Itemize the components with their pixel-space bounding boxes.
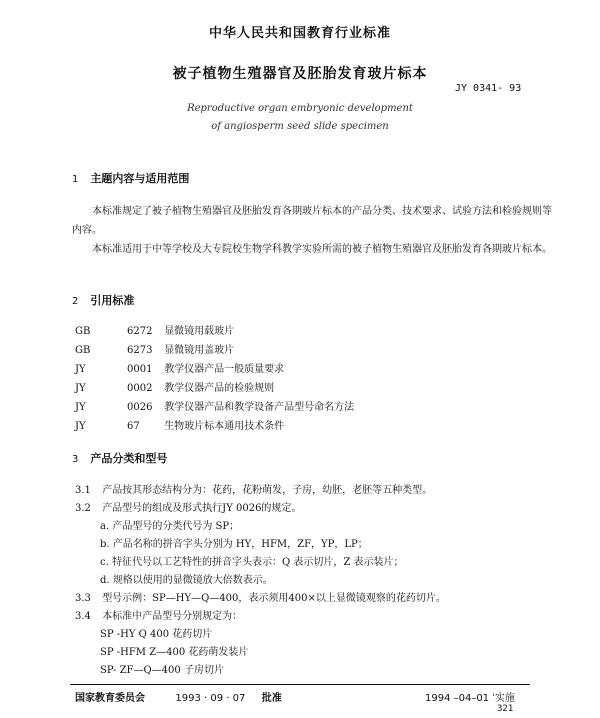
ref-number: 0026 <box>127 402 153 413</box>
english-title-line2: of angiosperm seed slide specimen <box>211 121 389 132</box>
ref-code: JY <box>75 383 86 394</box>
section-number: 1 <box>72 174 79 185</box>
ref-code: GB <box>75 326 91 337</box>
clause-3-4 <box>75 607 242 622</box>
ref-title: 教学仪器产品一般质量要求 <box>164 364 285 375</box>
clause-text: 本标准中产品型号分别规定为： <box>102 611 243 622</box>
clause-3-1 <box>75 481 432 496</box>
model-listing: SP -HY Q 400 花药切片 <box>100 629 213 640</box>
section-number: 3 <box>72 454 79 465</box>
footer-divider <box>70 684 530 685</box>
clause-text: 型号示例：SP—HY—Q—400，表示须用400×以上显微镜观察的花药切片。 <box>102 593 446 604</box>
model-listing: SP -HFM Z—400 花药萌发装片 <box>100 647 249 658</box>
clause-number: 3.4 <box>75 611 91 622</box>
page-number: 321 <box>497 704 514 714</box>
clause-3-2 <box>75 499 301 514</box>
ref-title: 生物玻片标本通用技术条件 <box>164 421 285 432</box>
ref-code: GB <box>75 345 91 356</box>
ref-code: JY <box>75 421 86 432</box>
ref-number: 0001 <box>127 364 153 375</box>
ref-number: 6272 <box>127 326 153 337</box>
sub-clause: d. 规格以使用的显微镜放大倍数表示。 <box>100 575 273 586</box>
ref-title: 显微镜用盖玻片 <box>164 345 235 356</box>
section-title: 主题内容与适用范围 <box>90 172 190 185</box>
ref-code: JY <box>75 402 86 413</box>
approve-date: 1993 · 09 · 07 <box>175 693 246 704</box>
sub-clause: b. 产品名称的拼音字头分别为 HY，HFM，ZF，YP，LP； <box>100 539 368 550</box>
section-title: 产品分类和型号 <box>90 452 168 465</box>
ref-number: 6273 <box>127 345 153 356</box>
effective-date: 1994 –04–01 ˈ实施 <box>425 693 516 704</box>
reference-row <box>75 417 284 432</box>
document-title: 被子植物生殖器官及胚胎发育玻片标本 <box>172 66 428 82</box>
ref-number: 0002 <box>127 383 153 394</box>
section-1-heading <box>72 170 189 186</box>
ref-title: 显微镜用载玻片 <box>164 326 235 337</box>
section-number: 2 <box>72 296 79 307</box>
reference-row <box>75 398 354 413</box>
sub-clause: a. 产品型号的分类代号为 SP； <box>100 521 240 532</box>
ref-code: JY <box>75 364 86 375</box>
section-title: 引用标准 <box>90 294 135 307</box>
clause-number: 3.3 <box>75 593 91 604</box>
ref-title: 教学仪器产品和教学设备产品型号命名方法 <box>164 402 355 413</box>
clause-text: 产品按其形态结构分为：花药，花粉萌发，子房，幼胚，老胚等五种类型。 <box>102 485 433 496</box>
ref-number: 67 <box>127 421 140 432</box>
issuer: 国家教育委员会 <box>75 693 145 704</box>
standard-number: JY 0341- 93 <box>455 83 522 94</box>
english-title-line1: Reproductive organ embryonic development <box>187 103 413 114</box>
section-1-paragraph-1: 本标准规定了被子植物生殖器官及胚胎发育各期玻片标本的产品分类、技术要求、试验方法和检验规则等内容。 <box>72 206 552 236</box>
clause-number: 3.2 <box>75 503 91 514</box>
reference-row <box>75 360 284 375</box>
clause-number: 3.1 <box>75 485 91 496</box>
section-3-heading <box>72 450 167 466</box>
sub-clause: c. 特征代号以工艺特性的拼音字头表示：Q 表示切片，Z 表示装片； <box>100 557 404 568</box>
clause-text: 产品型号的组成及形式执行JY 0026的规定。 <box>102 503 302 514</box>
clause-3-3 <box>75 589 446 604</box>
model-listing: SP- ZF—Q—400 子房切片 <box>100 665 224 676</box>
approve-label: 批准 <box>261 693 282 704</box>
section-2-heading <box>72 292 134 308</box>
reference-row <box>75 341 234 356</box>
ref-title: 教学仪器产品的检验规则 <box>164 383 275 394</box>
reference-row <box>75 322 234 337</box>
footer-approval <box>75 689 282 704</box>
standard-category-header: 中华人民共和国教育行业标准 <box>208 26 391 41</box>
section-1-paragraph-2: 本标准适用于中等学校及大专院校生物学科教学实验所需的被子植物生殖器官及胚胎发育各期玻片标本。 <box>92 244 552 255</box>
reference-row <box>75 379 274 394</box>
